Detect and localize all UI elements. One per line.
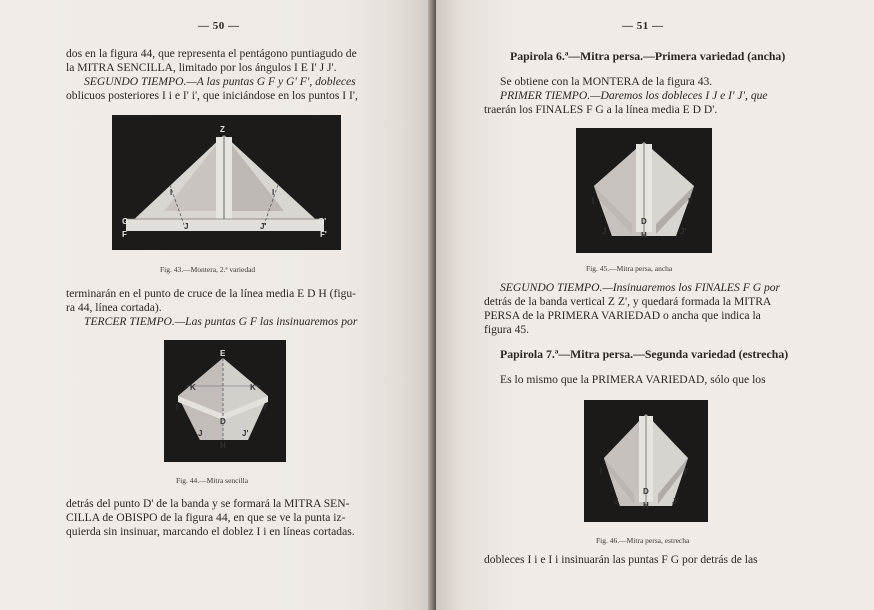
paragraph-line: detrás del punto D' de la banda y se formará la MITRA SEN- bbox=[66, 497, 350, 510]
fig-label: I bbox=[600, 467, 603, 476]
paragraph-line: CILLA de OBISPO de la figura 44, en que se ve la punta iz- bbox=[66, 511, 346, 524]
fig-label: J bbox=[184, 222, 189, 231]
fig-label: J bbox=[198, 429, 203, 438]
right-page bbox=[436, 0, 874, 610]
paragraph-line: SEGUNDO TIEMPO.—A las puntas G F y G' F', dobleces bbox=[84, 75, 356, 88]
mitra-sencilla-origami-image bbox=[164, 340, 286, 462]
mitra-persa-ancha-origami-image bbox=[576, 128, 712, 253]
fig-label: J' bbox=[672, 497, 679, 506]
page-number: — 51 — bbox=[622, 20, 664, 32]
paragraph-line: SEGUNDO TIEMPO.—Insinuaremos los FINALES F G por bbox=[500, 281, 781, 294]
paragraph-line: dos en la figura 44, que representa el pentágono puntiagudo de bbox=[66, 47, 357, 60]
fig-label: H bbox=[643, 501, 649, 510]
figure-caption: Fig. 44.—Mitra sencilla bbox=[176, 476, 249, 485]
mitra-persa-estrecha-origami-image bbox=[584, 400, 708, 522]
fig-label: D bbox=[643, 487, 649, 496]
paragraph-line: Se obtiene con la MONTERA de la figura 43. bbox=[500, 75, 713, 88]
fig-label: E bbox=[220, 349, 226, 358]
fig-label: I bbox=[170, 188, 173, 197]
paragraph-line: dobleces I i e I i insinuarán las puntas F G por detrás de las bbox=[484, 553, 758, 566]
fig-label: K bbox=[190, 383, 196, 392]
fig-label: D bbox=[220, 417, 226, 426]
page-number: — 50 — bbox=[198, 20, 240, 32]
fig-label: G bbox=[122, 217, 129, 226]
montera-origami-image bbox=[112, 115, 341, 250]
paragraph-line: PERSA de la PRIMERA VARIEDAD o ancha que indica la bbox=[484, 309, 761, 322]
fig-label: G' bbox=[318, 217, 327, 226]
fig-label: I bbox=[176, 403, 179, 412]
figure-43-photo bbox=[112, 115, 341, 250]
fig-label: I' bbox=[688, 197, 693, 206]
figure-caption: Fig. 46.—Mitra persa, estrecha bbox=[596, 536, 690, 545]
paragraph-line: ra 44, línea cortada). bbox=[66, 301, 162, 314]
figure-caption: Fig. 45.—Mitra persa, ancha bbox=[586, 264, 673, 273]
paragraph-line: oblicuos posteriores I i e I' i', que iniciándose en los puntos I I', bbox=[66, 89, 358, 102]
figure-caption: Fig. 43.—Montera, 2.ª variedad bbox=[160, 265, 256, 274]
paragraph-line: terminarán en el punto de cruce de la línea media E D H (figu- bbox=[66, 287, 357, 300]
fig-label: J' bbox=[260, 222, 267, 231]
fig-label: F' bbox=[320, 230, 327, 239]
fig-label: K' bbox=[250, 383, 258, 392]
paragraph-line: TERCER TIEMPO.—Las puntas G F las insinuaremos por bbox=[84, 315, 358, 328]
fig-label: H bbox=[220, 441, 226, 450]
fig-label: F bbox=[122, 230, 127, 239]
left-page bbox=[0, 0, 433, 610]
paragraph-line: PRIMER TIEMPO.—Daremos los dobleces I J e I' J', que bbox=[500, 89, 768, 102]
fig-label: J' bbox=[242, 429, 249, 438]
fig-label: H bbox=[641, 231, 647, 240]
paragraph-line: Es lo mismo que la PRIMERA VARIEDAD, sólo que los bbox=[500, 373, 766, 386]
fig-label: Z bbox=[220, 125, 225, 134]
paragraph-line: detrás de la banda vertical Z Z', y quedará formada la MITRA bbox=[484, 295, 772, 308]
fig-label: I' bbox=[264, 403, 269, 412]
fig-label: I bbox=[272, 188, 275, 197]
section-heading: Papirola 6.ª—Mitra persa.—Primera variedad (ancha) bbox=[510, 49, 786, 63]
fig-label: D bbox=[641, 217, 647, 226]
fig-label: I bbox=[592, 197, 595, 206]
fig-label: J bbox=[602, 227, 607, 236]
fig-label: I' bbox=[684, 467, 689, 476]
figure-44-photo bbox=[164, 340, 286, 462]
paragraph-line: quierda sin insinuar, marcando el doblez I i en líneas cortadas. bbox=[66, 525, 355, 538]
fig-label: J bbox=[614, 497, 619, 506]
paragraph-line: figura 45. bbox=[484, 323, 530, 336]
figure-46-photo bbox=[584, 400, 708, 522]
paragraph-line: la MITRA SENCILLA, limitado por los ángulos I E I' J J'. bbox=[66, 61, 337, 74]
section-heading: Papirola 7.ª—Mitra persa.—Segunda variedad (estrecha) bbox=[500, 347, 789, 361]
figure-45-photo bbox=[576, 128, 712, 253]
fig-label: J' bbox=[680, 227, 687, 236]
paragraph-line: traerán los FINALES F G a la línea media E D D'. bbox=[484, 103, 718, 116]
